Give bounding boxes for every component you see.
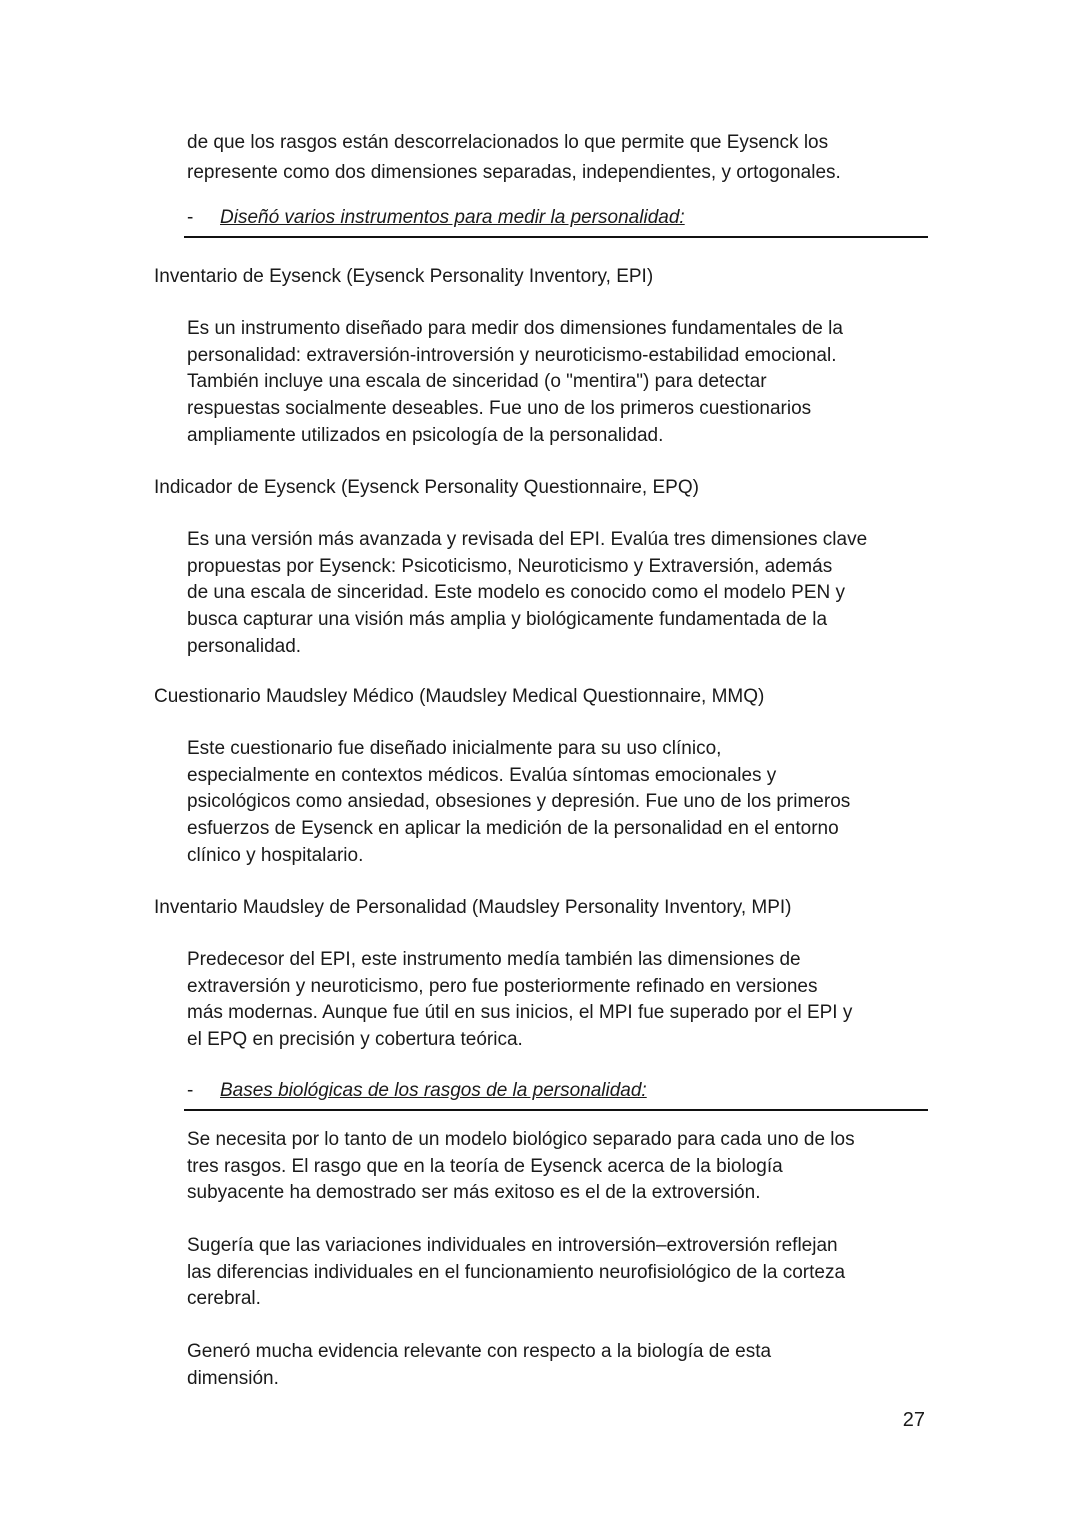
text-line: Se necesita por lo tanto de un modelo biológico separado para cada uno de los [187,1129,855,1150]
section-title: Bases biológicas de los rasgos de la personalidad: [220,1080,647,1101]
text-line: Es un instrumento diseñado para medir dos dimensiones fundamentales de la [187,318,843,339]
instrument-description-epi [187,316,843,449]
bullet-dash: - [187,207,194,228]
bullet-dash: - [187,1080,194,1101]
text-line: de una escala de sinceridad. Este modelo es conocido como el modelo PEN y [187,582,845,604]
text-line: especialmente en contextos médicos. Evalúa síntomas emocionales y [187,764,777,786]
section-title: Diseñó varios instrumentos para medir la personalidad: [220,207,685,228]
text-line: esfuerzos de Eysenck en aplicar la medición de la personalidad en el entorno [187,818,839,840]
text-line: subyacente ha demostrado ser más exitoso es el de la extroversión. [187,1182,761,1204]
biology-paragraph-2 [187,1233,845,1313]
text-line: tres rasgos. El rasgo que en la teoría de Eysenck acerca de la biología [187,1155,783,1177]
instrument-heading-epi: Inventario de Eysenck (Eysenck Personality Inventory, EPI) [154,266,654,287]
biology-paragraph-1 [187,1127,855,1207]
intro-paragraph [187,128,841,188]
section-divider [184,1109,928,1111]
text-line: Generó mucha evidencia relevante con respecto a la biología de esta [187,1341,772,1362]
instrument-description-epq [187,527,867,660]
instrument-heading-epq: Indicador de Eysenck (Eysenck Personality Questionnaire, EPQ) [154,477,699,498]
biology-paragraph-3 [187,1339,771,1392]
text-line: ampliamente utilizados en psicología de la personalidad. [187,424,664,446]
text-line: También incluye una escala de sinceridad (o "mentira") para detectar [187,371,767,393]
text-line: el EPQ en precisión y cobertura teórica. [187,1029,523,1051]
text-line: clínico y hospitalario. [187,844,364,866]
text-line: de que los rasgos están descorrelacionados lo que permite que Eysenck los [187,132,829,153]
text-line: dimensión. [187,1367,279,1389]
section-heading-instruments [187,205,685,231]
text-line: cerebral. [187,1288,261,1310]
text-line: personalidad: extraversión-introversión y neuroticismo-estabilidad emocional. [187,344,837,366]
instrument-heading-mpi: Inventario Maudsley de Personalidad (Maudsley Personality Inventory, MPI) [154,897,792,918]
text-line: Predecesor del EPI, este instrumento medía también las dimensiones de [187,949,801,970]
text-line: personalidad. [187,635,302,657]
text-line: más modernas. Aunque fue útil en sus inicios, el MPI fue superado por el EPI y [187,1002,853,1024]
text-line: respuestas socialmente deseables. Fue uno de los primeros cuestionarios [187,398,812,420]
text-line: propuestas por Eysenck: Psicoticismo, Neuroticismo y Extraversión, además [187,555,833,577]
text-line: represente como dos dimensiones separadas, independientes, y ortogonales. [187,162,841,183]
section-divider [184,236,928,238]
instrument-description-mmq [187,736,850,869]
text-line: busca capturar una visión más amplia y biológicamente fundamentada de la [187,609,828,631]
text-line: extraversión y neuroticismo, pero fue posteriormente refinado en versiones [187,975,818,997]
section-heading-biology [187,1078,647,1104]
instrument-description-mpi [187,947,852,1054]
page-number: 27 [902,1409,925,1431]
text-line: Este cuestionario fue diseñado inicialmente para su uso clínico, [187,738,722,759]
text-line: Sugería que las variaciones individuales en introversión–extroversión reflejan [187,1235,838,1256]
instrument-heading-mmq: Cuestionario Maudsley Médico (Maudsley Medical Questionnaire, MMQ) [154,686,765,707]
text-line: las diferencias individuales en el funcionamiento neurofisiológico de la corteza [187,1261,846,1283]
text-line: Es una versión más avanzada y revisada del EPI. Evalúa tres dimensiones clave [187,529,868,550]
text-line: psicológicos como ansiedad, obsesiones y depresión. Fue uno de los primeros [187,791,851,813]
